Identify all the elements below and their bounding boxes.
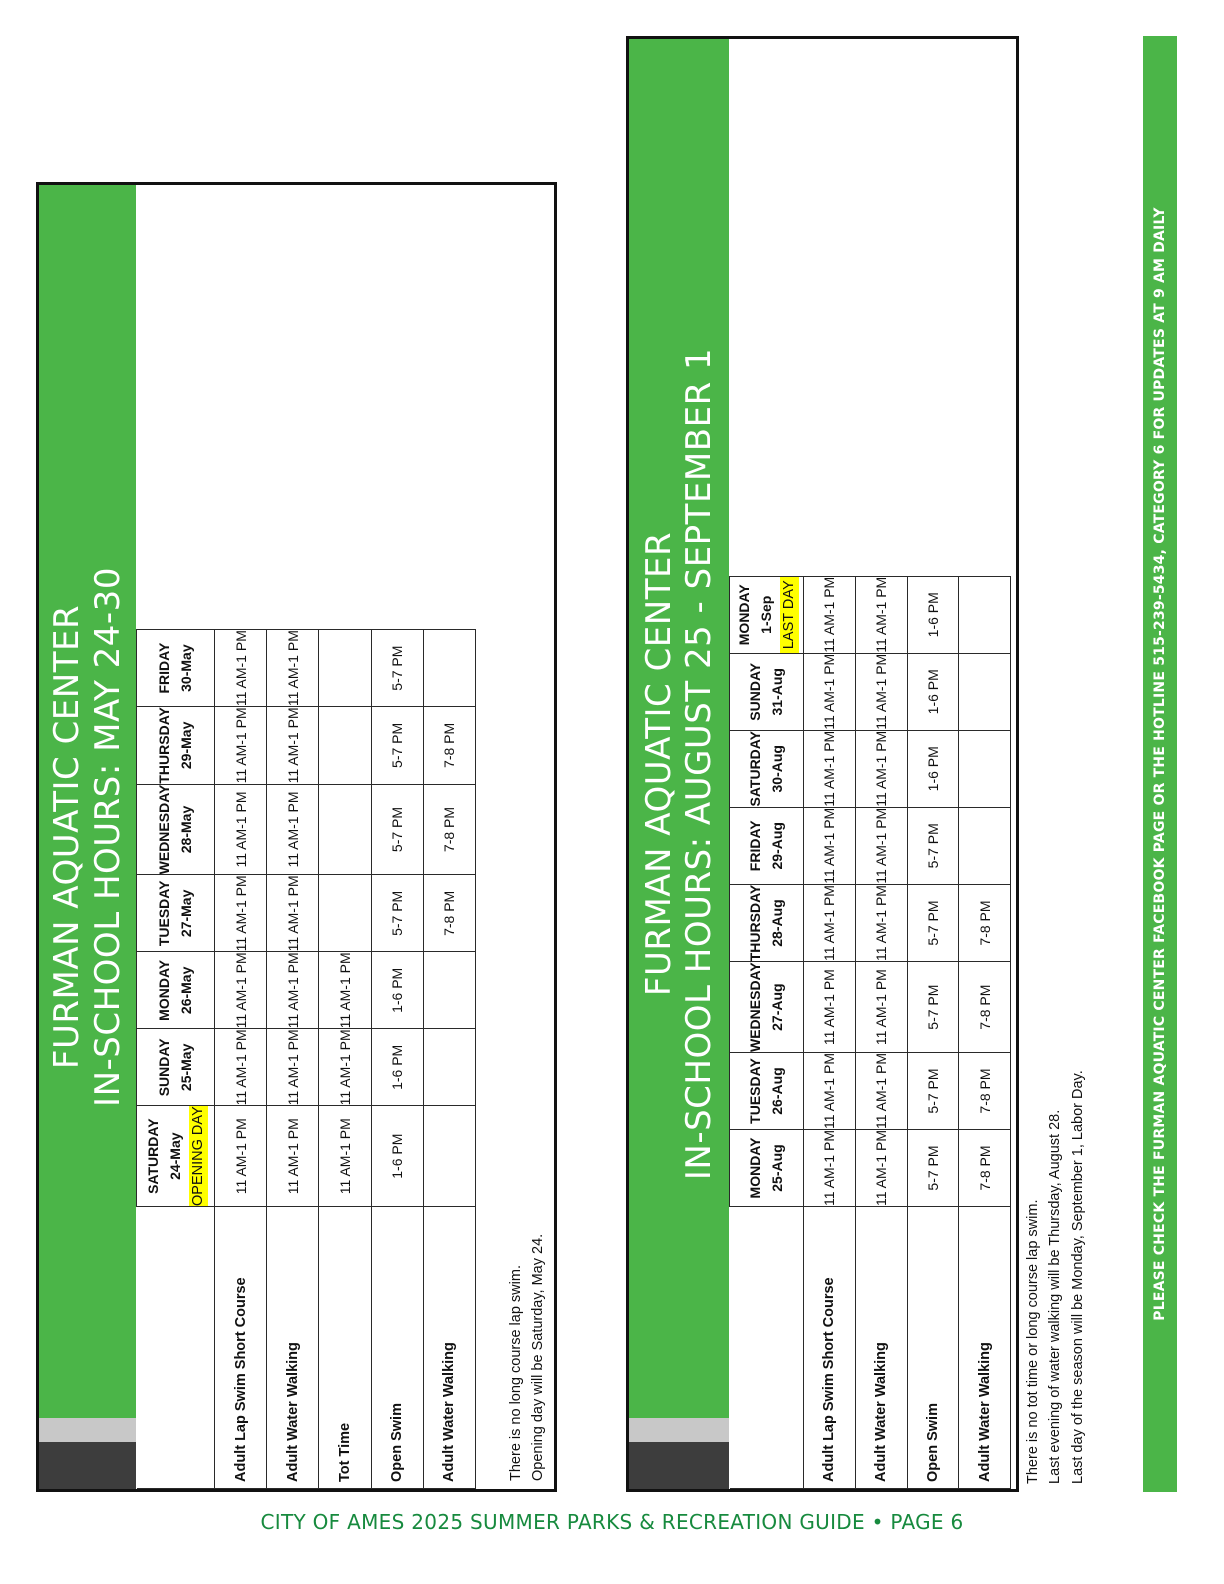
time-cell: 11 AM-1 PM xyxy=(855,1130,907,1207)
activity-label: Open Swim xyxy=(371,1207,423,1489)
schedule-notes xyxy=(479,185,554,1489)
corner-block-dark xyxy=(39,1442,136,1489)
day-header: SUNDAY 31-Aug xyxy=(730,653,804,730)
day-header: SATURDAY 30-Aug xyxy=(730,730,804,807)
time-cell: 5-7 PM xyxy=(907,884,959,962)
time-cell: 7-8 PM xyxy=(959,1053,1011,1130)
time-cell: 11 AM-1 PM xyxy=(267,630,319,707)
day-header: FRIDAY 29-Aug xyxy=(730,807,804,884)
day-header: SATURDAY 24-May OPENING DAY xyxy=(137,1106,215,1207)
time-cell xyxy=(423,630,475,707)
note-line: There is no long course lap swim. xyxy=(508,1265,524,1481)
time-cell: 11 AM-1 PM xyxy=(267,784,319,875)
schedule-table xyxy=(729,576,1011,1489)
time-cell xyxy=(959,653,1011,730)
time-cell xyxy=(319,707,371,785)
time-cell xyxy=(423,952,475,1029)
activity-label: Adult Water Walking xyxy=(267,1207,319,1489)
time-cell: 7-8 PM xyxy=(959,884,1011,962)
note-line: Last evening of water walking will be Thursday, August 28. xyxy=(1047,1109,1064,1484)
time-cell: 11 AM-1 PM xyxy=(855,653,907,730)
time-cell xyxy=(319,784,371,875)
time-cell xyxy=(959,807,1011,884)
table-row xyxy=(959,576,1011,1488)
time-cell xyxy=(959,576,1011,653)
schedule-subtitle: IN-SCHOOL HOURS: MAY 24-30 xyxy=(87,567,128,1107)
time-cell: 11 AM-1 PM xyxy=(855,730,907,807)
corner-cell xyxy=(137,1207,215,1489)
activity-label: Adult Water Walking xyxy=(959,1207,1011,1489)
schedule-table xyxy=(136,629,476,1489)
time-cell: 11 AM-1 PM xyxy=(804,1053,856,1130)
schedule-header xyxy=(629,39,729,1489)
time-cell: 7-8 PM xyxy=(423,875,475,952)
time-cell: 1-6 PM xyxy=(371,952,423,1029)
table-row xyxy=(855,576,907,1488)
updates-banner xyxy=(1143,36,1177,1492)
schedule-notes-august xyxy=(1022,492,1089,1492)
schedule-may xyxy=(36,182,557,1492)
time-cell xyxy=(423,1029,475,1106)
corner-block-gray xyxy=(629,1418,729,1442)
activity-label: Adult Water Walking xyxy=(855,1207,907,1489)
table-row xyxy=(215,630,267,1489)
last-day-badge: LAST DAY xyxy=(780,577,799,653)
time-cell: 11 AM-1 PM xyxy=(267,875,319,952)
time-cell: 11 AM-1 PM xyxy=(267,1106,319,1207)
time-cell: 11 AM-1 PM xyxy=(319,1106,371,1207)
time-cell: 11 AM-1 PM xyxy=(804,730,856,807)
time-cell: 11 AM-1 PM xyxy=(267,707,319,785)
time-cell: 11 AM-1 PM xyxy=(215,630,267,707)
day-header: TUESDAY 26-Aug xyxy=(730,1053,804,1130)
schedule-august xyxy=(626,36,1019,1492)
time-cell: 11 AM-1 PM xyxy=(804,576,856,653)
day-header: SUNDAY 25-May xyxy=(137,1029,215,1106)
day-header: FRIDAY 30-May xyxy=(137,630,215,707)
activity-label: Tot Time xyxy=(319,1207,371,1489)
time-cell: 11 AM-1 PM xyxy=(319,1029,371,1106)
page-footer xyxy=(0,1510,1224,1534)
day-header: MONDAY 1-Sep LAST DAY xyxy=(730,576,804,653)
time-cell: 5-7 PM xyxy=(371,875,423,952)
time-cell: 5-7 PM xyxy=(371,707,423,785)
note-line: There is no tot time or long course lap swim. xyxy=(1025,1199,1041,1484)
time-cell: 11 AM-1 PM xyxy=(855,884,907,962)
time-cell: 7-8 PM xyxy=(959,1130,1011,1207)
time-cell: 5-7 PM xyxy=(371,784,423,875)
activity-label: Open Swim xyxy=(907,1207,959,1489)
time-cell: 11 AM-1 PM xyxy=(855,962,907,1053)
schedule-header xyxy=(39,185,136,1489)
time-cell: 11 AM-1 PM xyxy=(804,1130,856,1207)
time-cell: 1-6 PM xyxy=(907,653,959,730)
corner-cell xyxy=(730,1207,804,1489)
corner-block-dark xyxy=(629,1442,729,1489)
time-cell: 5-7 PM xyxy=(907,1053,959,1130)
day-header: THURSDAY 28-Aug xyxy=(730,884,804,962)
opening-day-badge: OPENING DAY xyxy=(189,1106,206,1206)
day-header-row xyxy=(730,576,804,1488)
schedule-subtitle: IN-SCHOOL HOURS: AUGUST 25 - SEPTEMBER 1 xyxy=(679,347,719,1181)
time-cell: 11 AM-1 PM xyxy=(215,784,267,875)
note-line: Last day of the season will be Monday, September 1, Labor Day. xyxy=(1069,1070,1086,1484)
table-row xyxy=(371,630,423,1489)
time-cell: 11 AM-1 PM xyxy=(215,1029,267,1106)
time-cell: 5-7 PM xyxy=(371,630,423,707)
time-cell: 11 AM-1 PM xyxy=(215,1106,267,1207)
time-cell: 7-8 PM xyxy=(959,962,1011,1053)
time-cell xyxy=(319,630,371,707)
time-cell: 5-7 PM xyxy=(907,807,959,884)
time-cell: 11 AM-1 PM xyxy=(267,952,319,1029)
time-cell xyxy=(423,1106,475,1207)
time-cell xyxy=(959,730,1011,807)
footer-text: CITY OF AMES 2025 SUMMER PARKS & RECREATION GUIDE • PAGE 6 xyxy=(260,1510,964,1534)
time-cell: 11 AM-1 PM xyxy=(804,962,856,1053)
time-cell: 11 AM-1 PM xyxy=(804,807,856,884)
time-cell: 11 AM-1 PM xyxy=(804,884,856,962)
activity-label: Adult Lap Swim Short Course xyxy=(215,1207,267,1489)
time-cell: 11 AM-1 PM xyxy=(855,1053,907,1130)
time-cell: 7-8 PM xyxy=(423,707,475,785)
time-cell: 11 AM-1 PM xyxy=(215,952,267,1029)
time-cell: 5-7 PM xyxy=(907,962,959,1053)
time-cell xyxy=(319,875,371,952)
time-cell: 11 AM-1 PM xyxy=(215,707,267,785)
table-row xyxy=(907,576,959,1488)
activity-label: Adult Water Walking xyxy=(423,1207,475,1489)
time-cell: 1-6 PM xyxy=(907,576,959,653)
time-cell: 7-8 PM xyxy=(423,784,475,875)
day-header: WEDNESDAY 27-Aug xyxy=(730,962,804,1053)
activity-label: Adult Lap Swim Short Course xyxy=(804,1207,856,1489)
time-cell: 11 AM-1 PM xyxy=(855,807,907,884)
note-line: Opening day will be Saturday, May 24. xyxy=(530,1233,547,1481)
time-cell: 5-7 PM xyxy=(907,1130,959,1207)
corner-block-gray xyxy=(39,1418,136,1442)
day-header-row xyxy=(137,630,215,1489)
day-header: MONDAY 25-Aug xyxy=(730,1130,804,1207)
table-row xyxy=(319,630,371,1489)
time-cell: 11 AM-1 PM xyxy=(855,576,907,653)
day-header: THURSDAY 29-May xyxy=(137,707,215,785)
table-row xyxy=(804,576,856,1488)
time-cell: 1-6 PM xyxy=(907,730,959,807)
time-cell: 11 AM-1 PM xyxy=(319,952,371,1029)
time-cell: 1-6 PM xyxy=(371,1106,423,1207)
schedule-title: FURMAN AQUATIC CENTER xyxy=(638,531,679,997)
table-row xyxy=(267,630,319,1489)
time-cell: 11 AM-1 PM xyxy=(215,875,267,952)
banner-text: PLEASE CHECK THE FURMAN AQUATIC CENTER FACEBOOK PAGE OR THE HOTLINE 515-239-5434, CATEGORY 6 FOR UPDATES AT 9 AM DAILY xyxy=(1152,207,1168,1321)
schedule-title: FURMAN AQUATIC CENTER xyxy=(47,604,88,1070)
table-row xyxy=(423,630,475,1489)
time-cell: 11 AM-1 PM xyxy=(267,1029,319,1106)
time-cell: 11 AM-1 PM xyxy=(804,653,856,730)
day-header: TUESDAY 27-May xyxy=(137,875,215,952)
day-header: WEDNESDAY 28-May xyxy=(137,784,215,875)
time-cell: 1-6 PM xyxy=(371,1029,423,1106)
day-header: MONDAY 26-May xyxy=(137,952,215,1029)
